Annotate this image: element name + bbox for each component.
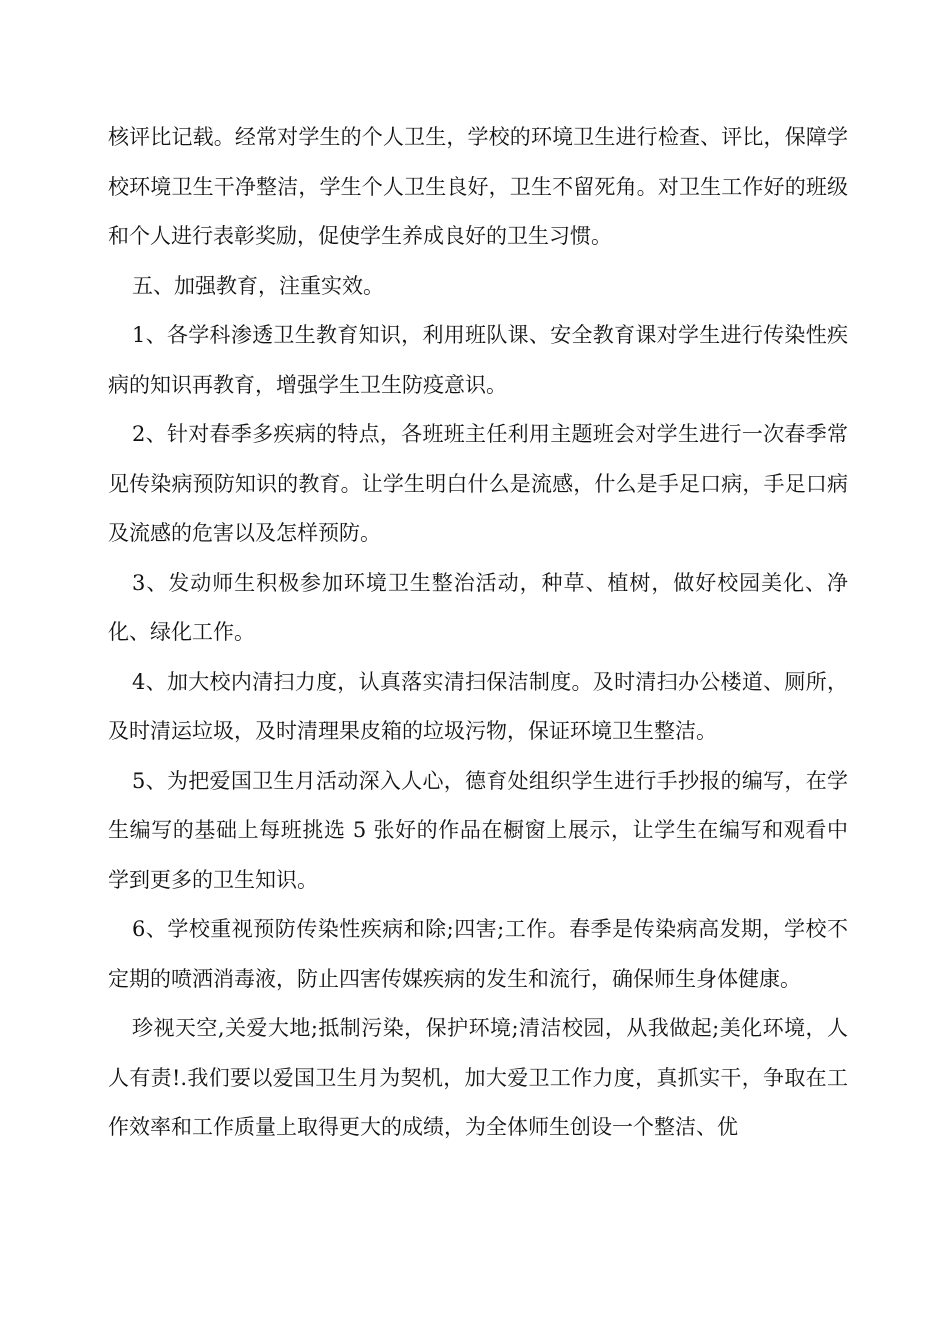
paragraph-item-1: 1、各学科渗透卫生教育知识，利用班队课、安全教育课对学生进行传染性疾病的知识再教育，增强学生卫生防疫意识。 <box>108 323 848 397</box>
paragraph-hygiene-inspection: 核评比记载。经常对学生的个人卫生，学校的环境卫生进行检查、评比，保障学校环境卫生干净整洁，学生个人卫生良好，卫生不留死角。对卫生工作好的班级和个人进行表彰奖励，促使学生养成良好的卫生习惯。 <box>108 125 848 248</box>
paragraph-closing: 珍视天空,关爱大地;抵制污染，保护环境;清洁校园，从我做起;美化环境，人人有责!.我们要以爱国卫生月为契机，加大爱卫工作力度，真抓实干，争取在工作效率和工作质量上取得更大的成绩，为全体师生创设一个整洁、优 <box>108 1016 848 1139</box>
section-heading-education: 五、加强教育，注重实效。 <box>132 273 384 298</box>
paragraph-item-3: 3、发动师生积极参加环境卫生整治活动，种草、植树，做好校园美化、净化、绿化工作。 <box>108 570 848 644</box>
paragraph-item-2: 2、针对春季多疾病的特点，各班班主任利用主题班会对学生进行一次春季常见传染病预防知识的教育。让学生明白什么是流感，什么是手足口病，手足口病及流感的危害以及怎样预防。 <box>108 422 848 545</box>
paragraph-item-4: 4、加大校内清扫力度，认真落实清扫保洁制度。及时清扫办公楼道、厕所，及时清运垃圾，及时清理果皮箱的垃圾污物，保证环境卫生整洁。 <box>108 669 848 743</box>
document-body <box>108 113 848 1153</box>
paragraph-item-6: 6、学校重视预防传染性疾病和除;四害;工作。春季是传染病高发期，学校不定期的喷洒消毒液，防止四害传媒疾病的发生和流行，确保师生身体健康。 <box>108 917 848 991</box>
paragraph-item-5: 5、为把爱国卫生月活动深入人心，德育处组织学生进行手抄报的编写，在学生编写的基础上每班挑选 5 张好的作品在橱窗上展示，让学生在编写和观看中学到更多的卫生知识。 <box>108 768 848 892</box>
